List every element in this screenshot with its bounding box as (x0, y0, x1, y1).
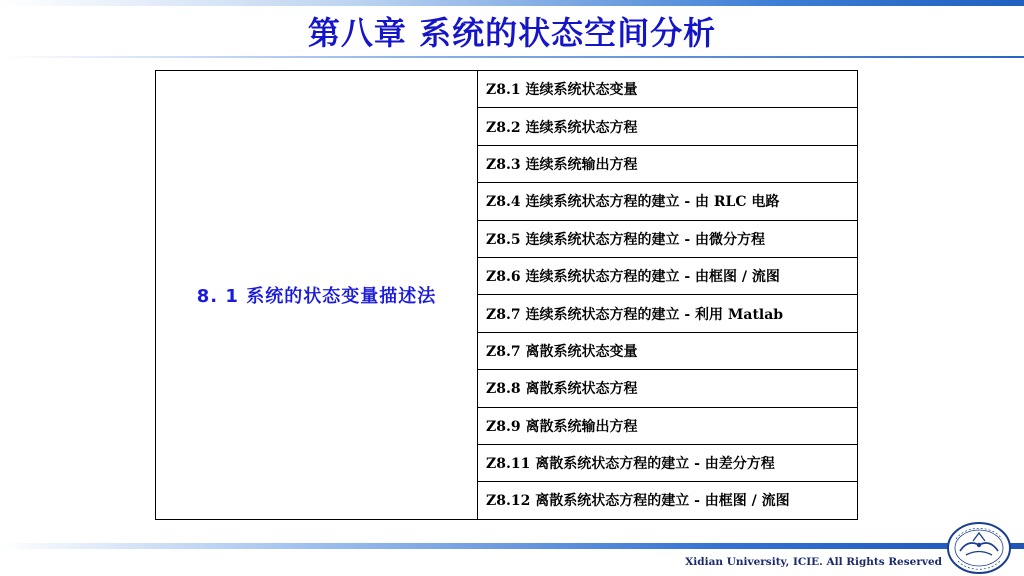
topic-item[interactable]: Z8.11 离散系统状态方程的建立 - 由差分方程 (478, 444, 858, 481)
topic-item[interactable]: Z8.8 离散系统状态方程 (478, 370, 858, 407)
topic-item[interactable]: Z8.7 离散系统状态变量 (478, 332, 858, 369)
topic-item[interactable]: Z8.12 离散系统状态方程的建立 - 由框图 / 流图 (478, 482, 858, 519)
topic-item[interactable]: Z8.3 连续系统输出方程 (478, 145, 858, 182)
topic-item[interactable]: Z8.2 连续系统状态方程 (478, 108, 858, 145)
title-divider (0, 56, 1024, 58)
contents-table (155, 70, 858, 520)
topic-item[interactable]: Z8.1 连续系统状态变量 (478, 71, 858, 108)
footer-copyright: Xidian University, ICIE. All Rights Reserved (685, 556, 942, 568)
university-seal-icon (944, 517, 1014, 575)
topic-item[interactable]: Z8.4 连续系统状态方程的建立 - 由 RLC 电路 (478, 183, 858, 220)
topic-item[interactable]: Z8.5 连续系统状态方程的建立 - 由微分方程 (478, 220, 858, 257)
table-row (156, 71, 858, 108)
page-title: 第八章 系统的状态空间分析 (307, 14, 717, 52)
topic-item[interactable]: Z8.6 连续系统状态方程的建立 - 由框图 / 流图 (478, 257, 858, 294)
topic-item[interactable]: Z8.7 连续系统状态方程的建立 - 利用 Matlab (478, 295, 858, 332)
section-title[interactable]: 8. 1 系统的状态变量描述法 (156, 71, 478, 520)
bottom-accent-bar (0, 543, 1024, 549)
topic-item[interactable]: Z8.9 离散系统输出方程 (478, 407, 858, 444)
top-accent-bar (0, 0, 1024, 6)
